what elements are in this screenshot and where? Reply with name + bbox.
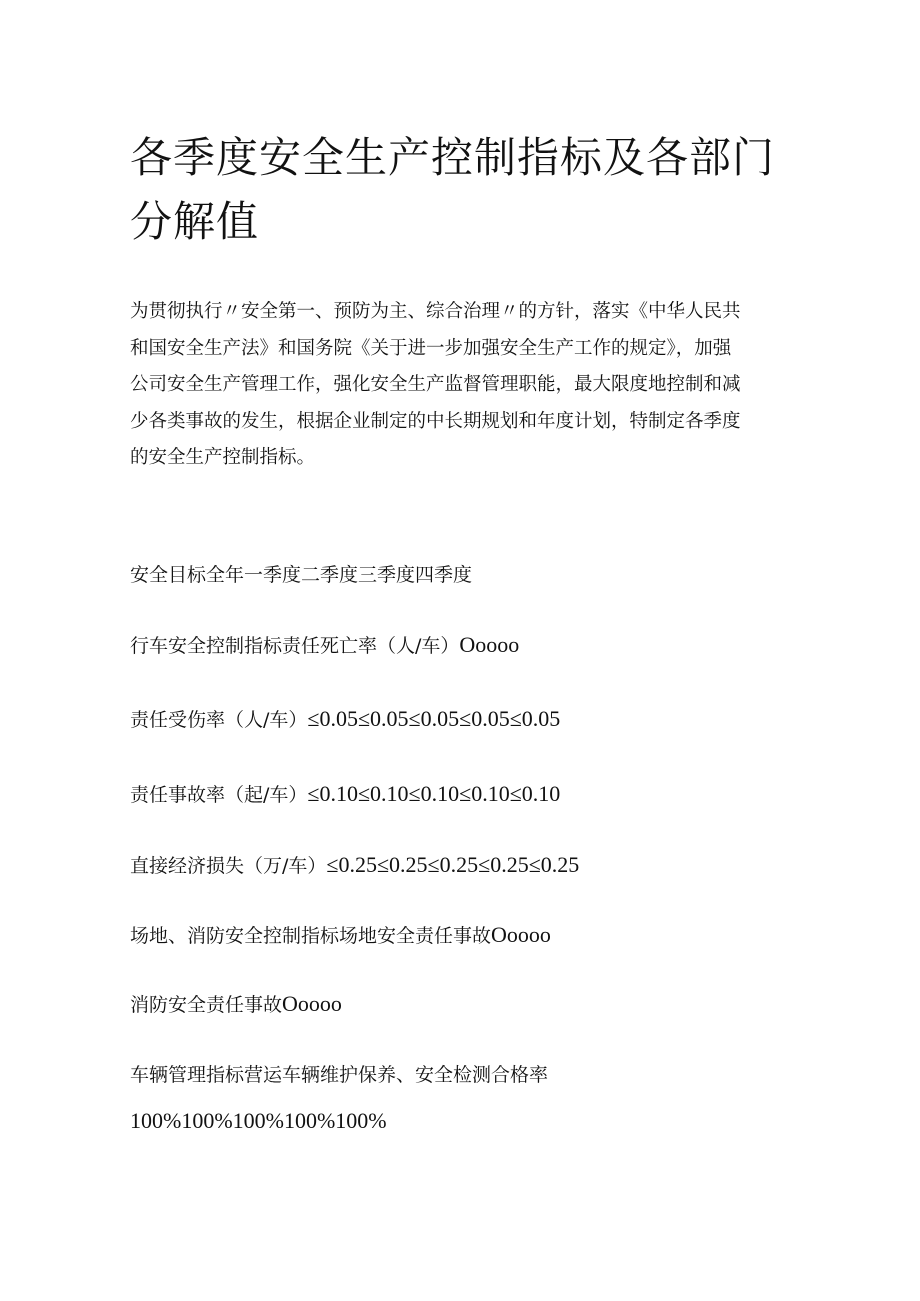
row-values: ≤0.05≤0.05≤0.05≤0.05≤0.05 [307,706,561,731]
intro-line: 的安全生产控制指标。 [130,447,316,468]
row-values: 100%100%100%100%100% [130,1108,387,1133]
row-label: 责任事故率（起/车） [130,784,308,806]
intro-line: 和国安全生产法》和国务院《关于进一步加强安全生产工作的规定》，加强 [130,337,732,359]
document-title [130,126,790,254]
title-line: 分解值 [130,197,260,246]
intro-paragraph [130,294,800,477]
indicator-header-row [130,562,472,588]
indicator-row [130,781,560,808]
row-values: Ooooo [459,632,520,657]
indicator-values-row [130,1108,387,1135]
row-label: 责任受伤率（人/车） [130,709,308,731]
indicator-row [130,991,342,1018]
row-label: 消防安全责任事故 [130,994,283,1016]
row-label: 行车安全控制指标责任死亡率（人/车） [130,635,460,657]
row-values: ≤0.10≤0.10≤0.10≤0.10≤0.10 [307,781,561,806]
row-label: 直接经济损失（万/车） [130,855,327,877]
intro-line: 公司安全生产管理工作，强化安全生产监督管理职能，最大限度地控制和减 [130,374,741,395]
indicator-row [130,852,579,879]
intro-line: 为贯彻执行〃安全第一、预防为主、综合治理〃的方针，落实《中华人民共 [130,301,741,322]
indicator-row [130,922,551,949]
indicator-row [130,632,519,659]
row-values: Ooooo [282,991,342,1016]
intro-line: 少各类事故的发生，根据企业制定的中长期规划和年度计划，特制定各季度 [130,410,741,432]
indicator-row [130,706,560,733]
row-label: 安全目标全年一季度二季度三季度四季度 [130,564,473,586]
row-label: 车辆管理指标营运车辆维护保养、安全检测合格率 [130,1064,549,1086]
row-values: ≤0.25≤0.25≤0.25≤0.25≤0.25 [326,852,580,877]
indicator-row [130,1062,548,1088]
title-line: 各季度安全生产控制指标及各部门 [130,133,776,182]
row-values: Ooooo [491,922,551,947]
row-label: 场地、消防安全控制指标场地安全责任事故 [130,925,492,947]
